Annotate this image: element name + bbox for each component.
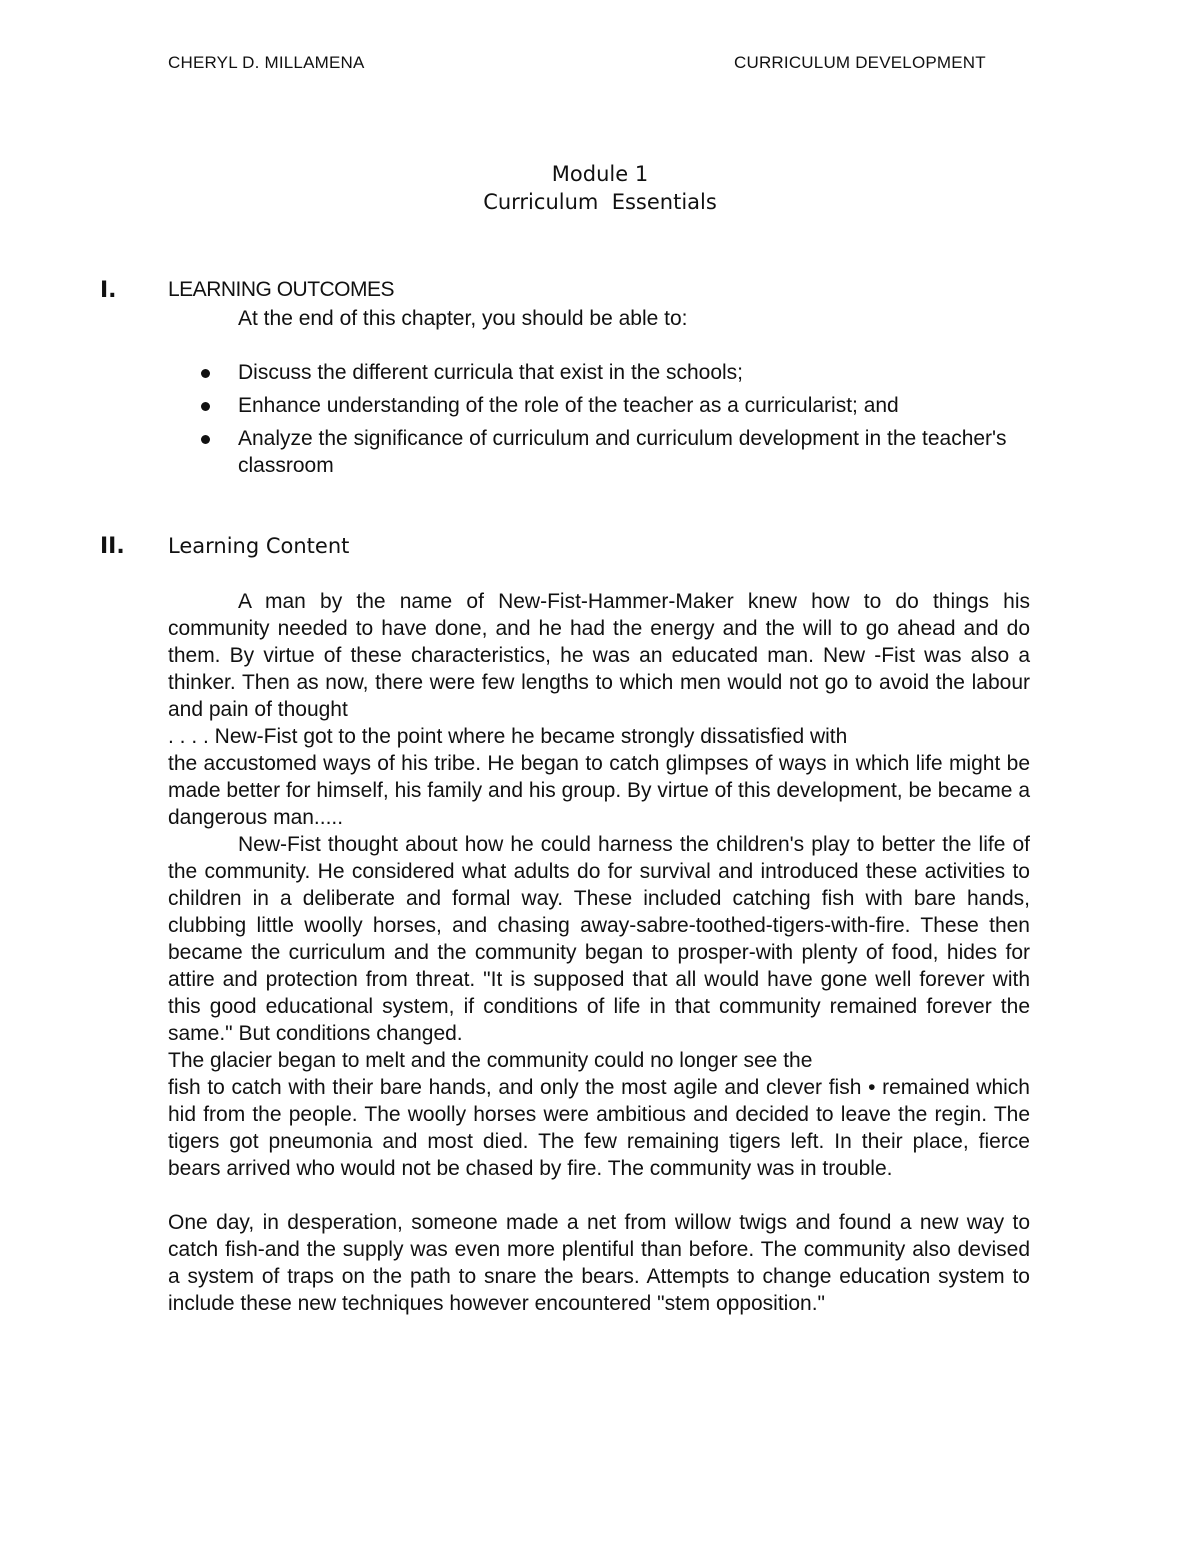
list-item bbox=[200, 392, 1020, 419]
content-paragraph: the accustomed ways of his tribe. He began to catch glimpses of ways in which life might be made better for himself, his family and his group. By virtue of this development, be became a dangerous man..... bbox=[168, 752, 1030, 829]
section-number: II. bbox=[100, 534, 125, 559]
list-item bbox=[200, 425, 1020, 479]
content-paragraph: One day, in desperation, someone made a net from willow twigs and found a new way to catch fish-and the supply was even more plentiful than before. The community also devised a system of traps on the path to snare the bears. Attempts to change education system to include these new techniques however encountered "stem opposition." bbox=[168, 1211, 1030, 1315]
bullet-icon bbox=[201, 402, 210, 411]
content-paragraph: New-Fist thought about how he could harness the children's play to better the life of the community. He considered what adults do for survival and introduced these activities to children in a deliberate and formal way. These included catching fish with bare hands, clubbing little woolly horses, and chasing away-sabre-toothed-tigers-with-fire. These then became the curriculum and the community began to prosper-with plenty of food, hides for attire and protection from threat. "It is supposed that all would have gone well forever with this good educational system, if conditions of life in that community remained forever the same." But conditions changed. bbox=[168, 833, 1030, 1045]
header-course: CURRICULUM DEVELOPMENT bbox=[734, 53, 986, 72]
section-number: I. bbox=[100, 278, 117, 303]
module-title: Module 1 bbox=[551, 162, 649, 186]
module-subtitle: Curriculum Essentials bbox=[483, 190, 717, 214]
outcomes-list bbox=[200, 359, 1020, 485]
content-paragraph: A man by the name of New-Fist-Hammer-Maker knew how to do things his community needed to have done, and he had the energy and the will to go ahead and do them. By virtue of these characteristics, he was an educated man. New -Fist was also a thinker. Then as now, there were few lengths to which men would not go to avoid the labour and pain of thought bbox=[168, 590, 1030, 721]
outcome-text: Analyze the significance of curriculum and curriculum development in the teacher's classroom bbox=[238, 427, 1007, 477]
list-item bbox=[200, 359, 1020, 386]
paragraph-spacer bbox=[168, 1182, 1030, 1209]
content-paragraph: The glacier began to melt and the community could no longer see the bbox=[168, 1049, 813, 1072]
learning-content-body bbox=[168, 588, 1030, 1317]
title-block bbox=[0, 160, 1200, 216]
content-paragraph: fish to catch with their bare hands, and only the most agile and clever fish • remained which hid from the people. The woolly horses were ambitious and decided to leave the regin. The tigers got pneumonia and most died. The few remaining tigers left. In their place, fierce bears arrived who would not be chased by fire. The community was in trouble. bbox=[168, 1076, 1030, 1180]
bullet-icon bbox=[201, 369, 210, 378]
bullet-icon bbox=[201, 435, 210, 444]
section-title: Learning Content bbox=[168, 534, 350, 558]
header-author: CHERYL D. MILLAMENA bbox=[168, 53, 365, 72]
outcome-text: Enhance understanding of the role of the teacher as a curricularist; and bbox=[238, 394, 899, 417]
section-title: LEARNING OUTCOMES bbox=[168, 278, 395, 301]
content-paragraph: . . . . New-Fist got to the point where he became strongly dissatisfied with bbox=[168, 725, 848, 748]
outcomes-intro: At the end of this chapter, you should be able to: bbox=[238, 307, 688, 330]
outcome-text: Discuss the different curricula that exist in the schools; bbox=[238, 361, 744, 384]
